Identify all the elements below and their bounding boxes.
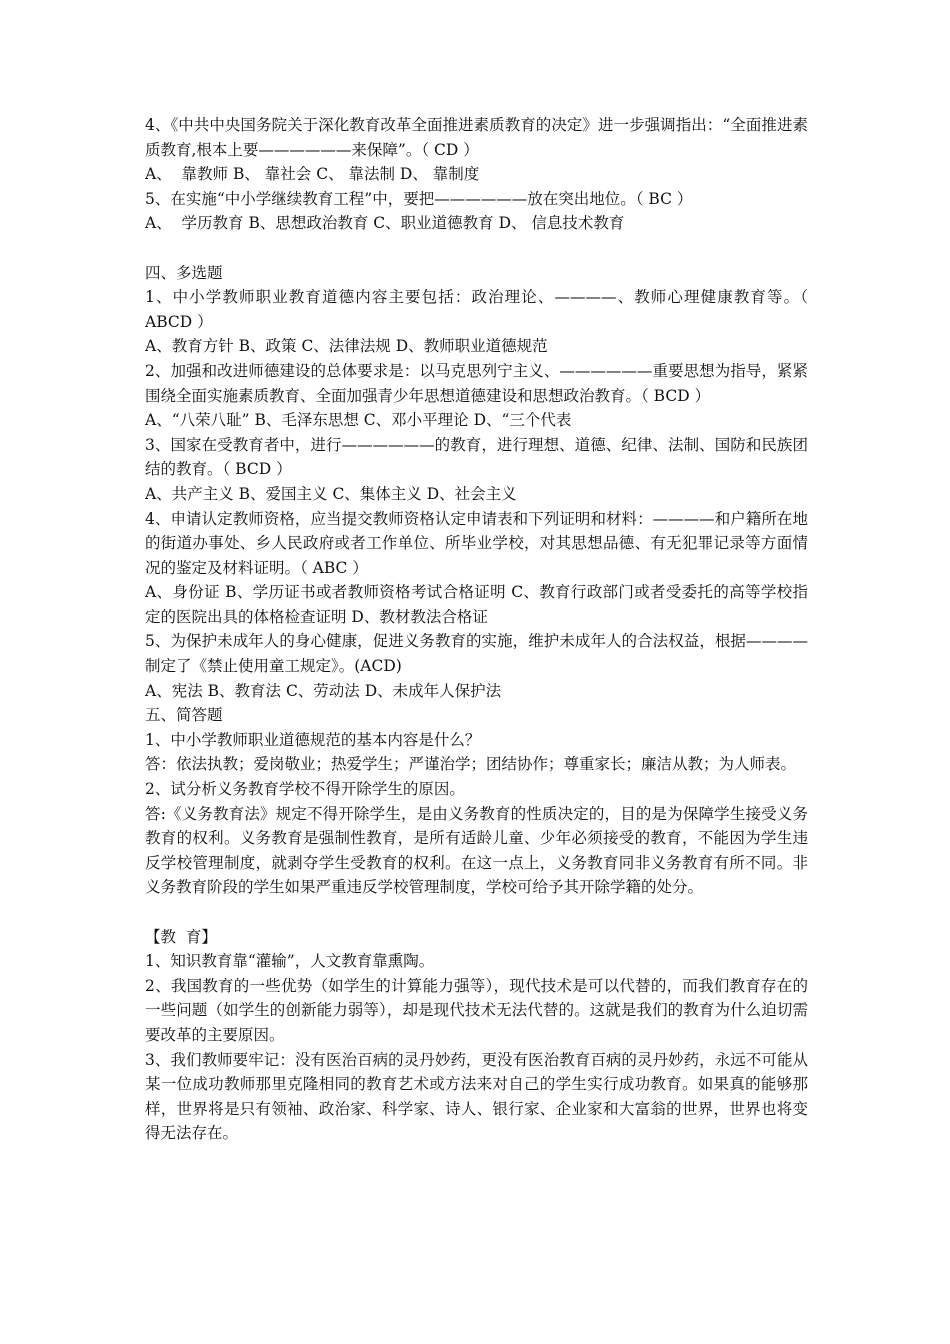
question-4-options: A、 靠教师 B、 靠社会 C、 靠法制 D、 靠制度 [145, 165, 480, 184]
mc-question-2: 2、加强和改进师德建设的总体要求是：以马克思列宁主义、——————重要思想为指导，紧紧围绕全面实施素质教育、全面加强青少年思想道德建设和思想政治教育。（ BCD ） [145, 361, 808, 405]
question-4-single-choice: 4、《中共中央国务院关于深化教育改革全面推进素质教育的决定》进一步强调指出：“全面推进素质教育,根本上要——————来保障”。（ CD ） [145, 116, 808, 159]
question-5-single-choice: 5、在实施“中小学继续教育工程”中，要把——————放在突出地位。（ BC ） [145, 189, 693, 208]
sa-question-1: 1、中小学教师职业道德规范的基本内容是什么？ [145, 730, 481, 749]
section-heading-short-answer: 五、简答题 [145, 706, 223, 725]
mc-question-1: 1、中小学教师职业教育道德内容主要包括：政治理论、————、教师心理健康教育等。（ ABCD ） [145, 288, 813, 331]
education-point-3: 3、我们教师要牢记：没有医治百病的灵丹妙药，更没有医治教育百病的灵丹妙药，永远不可能从某一位成功教师那里克隆相同的教育艺术或方法来对自己的学生实行成功教育。如果真的能够那样，世界将是只有领袖、政治家、科学家、诗人、银行家、企业家和大富翁的世界，世界也将变得无法存在。 [145, 1050, 808, 1143]
sa-question-2: 2、试分析义务教育学校不得开除学生的原因。 [145, 780, 465, 799]
mc-question-4: 4、申请认定教师资格，应当提交教师资格认定申请表和下列证明和材料：————和户籍所在地的街道办事处、乡人民政府或者工作单位、所毕业学校，对其思想品德、有无犯罪记录等方面情况的鉴定及材料证明。（ ABC ） [145, 509, 808, 577]
education-point-2: 2、我国教育的一些优势（如学生的计算能力强等），现代技术是可以代替的，而我们教育存在的一些问题（如学生的创新能力弱等），却是现代技术无法代替的。这就是我们的教育为什么迫切需要改革的主要原因。 [145, 976, 808, 1044]
mc-question-5: 5、为保护未成年人的身心健康，促进义务教育的实施，维护未成年人的合法权益，根据————制定了《禁止使用童工规定》。(ACD) [145, 632, 808, 676]
section-heading-multiple-choice: 四、多选题 [145, 263, 223, 282]
mc-question-5-options: A、宪法 B、教育法 C、劳动法 D、未成年人保护法 [145, 681, 502, 700]
sa-answer-2: 答:《义务教育法》规定不得开除学生，是由义务教育的性质决定的，目的是为保障学生接受义务教育的权利。义务教育是强制性教育，是所有适龄儿童、少年必须接受的教育，不能因为学生违反学校管理制度，就剥夺学生受教育的权利。在这一点上，义务教育同非义务教育有所不同。非义务教育阶段的学生如果严重违反学校管理制度，学校可给予其开除学籍的处分。 [145, 804, 808, 897]
paragraph-gap [145, 900, 808, 925]
mc-question-1-options: A、教育方针 B、政策 C、法律法规 D、教师职业道德规范 [145, 337, 548, 356]
mc-question-4-options: A、身份证 B、学历证书或者教师资格考试合格证明 C、教育行政部门或者受委托的高等学校指定的医院出具的体格检查证明 D、教材教法合格证 [145, 583, 808, 626]
mc-question-3-options: A、共产主义 B、爱国主义 C、集体主义 D、社会主义 [145, 484, 517, 503]
sa-answer-1: 答：依法执教；爱岗敬业；热爱学生；严谨治学；团结协作；尊重家长；廉洁从教；为人师表。 [145, 755, 797, 774]
question-5-options: A、 学历教育 B、思想政治教育 C、职业道德教育 D、 信息技术教育 [145, 214, 625, 233]
mc-question-3: 3、国家在受教育者中，进行——————的教育，进行理想、道德、纪律、法制、国防和民族团结的教育。（ BCD ） [145, 435, 808, 479]
section-heading-education: 【教 育】 [145, 927, 217, 946]
mc-question-2-options: A、“八荣八耻” B、毛泽东思想 C、邓小平理论 D、“三个代表 [145, 411, 572, 430]
paragraph-gap [145, 236, 808, 261]
education-point-1: 1、知识教育靠“灌输”，人文教育靠熏陶。 [145, 952, 435, 971]
